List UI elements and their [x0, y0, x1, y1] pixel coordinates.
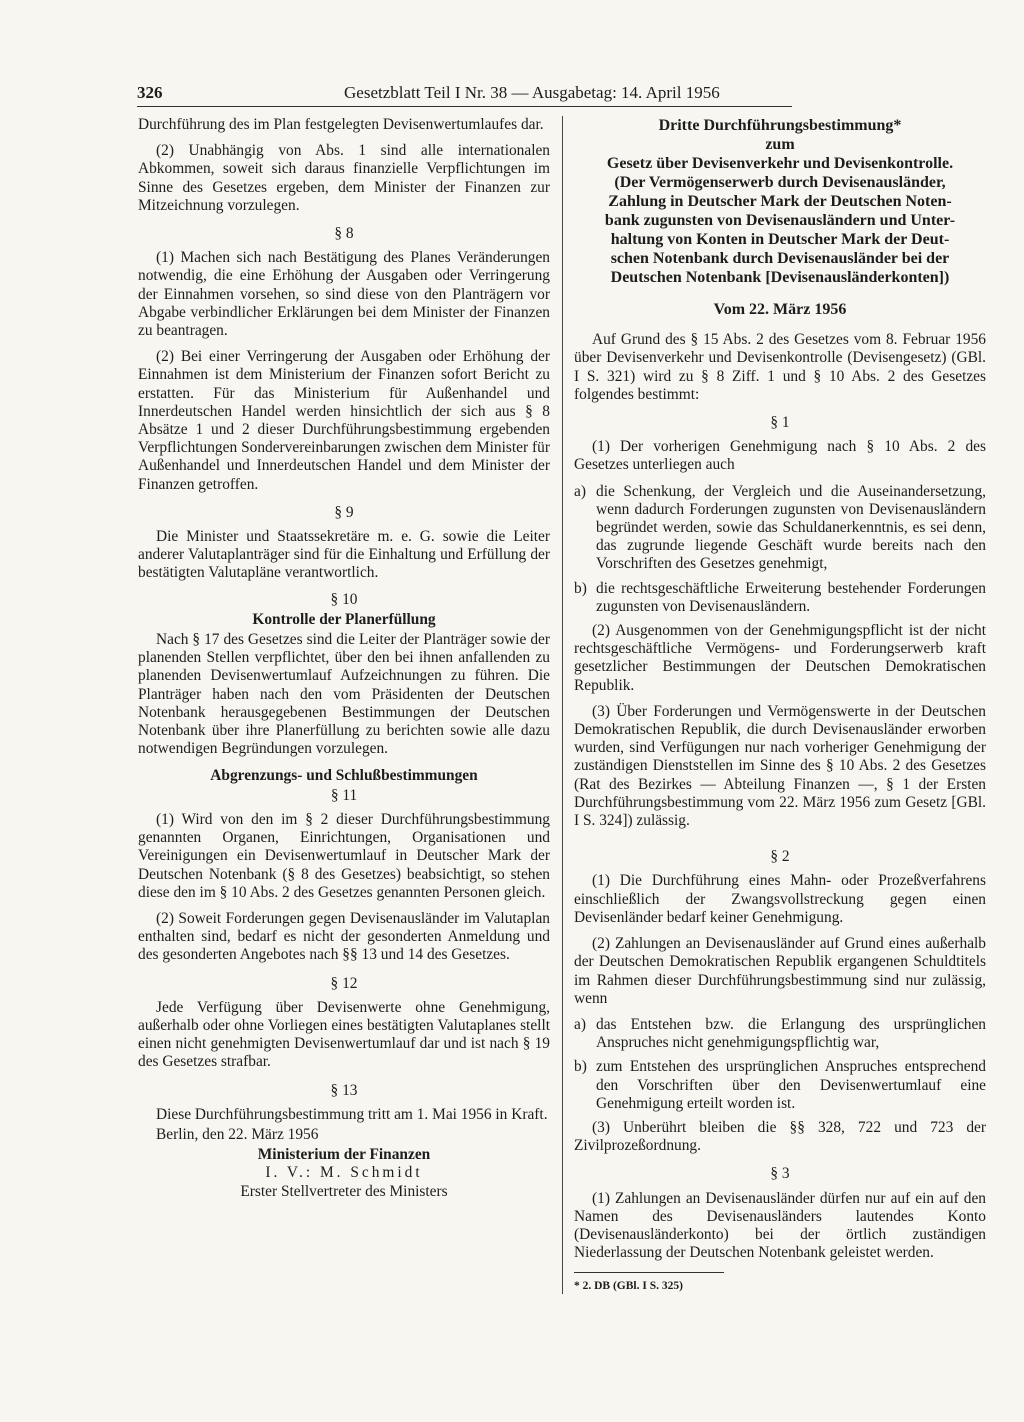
section-2-paragraph-3: (3) Unberührt bleiben die §§ 328, 722 und 723 der Zivilprozeßordnung. [574, 1118, 986, 1155]
item-label: a) [574, 1015, 586, 1033]
item-text: die Schenkung, der Vergleich und die Auseinandersetzung, wenn dadurch Forderungen zugunsten von Devisenausländern begründet werden, sowie das Schuldanerkenntnis, es sei denn, das zugrunde liegende Geschäft wurde bereits nach den Vorschriften des Gesetzes genehmigt, [596, 482, 986, 573]
title-line: schen Notenbank durch Devisenausländer bei der [610, 250, 950, 267]
section-12-heading: § 12 [330, 974, 358, 992]
section-1-item-b [574, 580, 986, 616]
section-10-paragraph: Nach § 17 des Gesetzes sind die Leiter der Planträger sowie der planenden Stellen verpflichtet, über den bei ihnen anfallenden zu planenden Devisenwertumlauf Aufzeichnungen zu führen. Die Planträger haben nach den vom Präsidenten der Deutschen Notenbank herausgegebenen Bestimmungen der Deutschen Notenbank über ihre Planerfüllung zu berichten sowie alle dazu notwendigen Begründungen vorzulegen. [138, 631, 550, 758]
section-1-paragraph-1: (1) Der vorherigen Genehmigung nach § 10 Abs. 2 des Gesetzes unterliegen auch [574, 438, 986, 474]
item-text: das Entstehen bzw. die Erlangung des ursprünglichen Anspruches nicht genehmigungspflichtig war, [596, 1015, 986, 1052]
item-label: a) [574, 482, 586, 500]
section-2-item-a [574, 1016, 986, 1052]
footnote: * 2. DB (GBl. I S. 325) [574, 1280, 683, 1293]
section-13-heading: § 13 [330, 1081, 358, 1099]
section-11-paragraph-2: (2) Soweit Forderungen gegen Devisenausländer im Valutaplan enthalten sind, bedarf es nicht der gesonderten Anmeldung und des gesonderten Angebotes nach §§ 13 und 14 des Gesetzes. [138, 909, 550, 964]
running-title: Gesetzblatt Teil I Nr. 38 — Ausgabetag: 14. April 1956 [344, 83, 720, 102]
page-header [137, 82, 792, 107]
section-11-heading: § 11 [330, 786, 358, 804]
title-line: bank zugunsten von Devisenausländern und Unter- [604, 212, 956, 229]
document-date: Vom 22. März 1956 [713, 301, 847, 318]
section-2-heading: § 2 [770, 848, 790, 866]
title-line: zum [765, 136, 795, 153]
title-line: haltung von Konten in Deutscher Mark der Deut- [610, 231, 950, 248]
section-2-paragraph-2: (2) Zahlungen an Devisenausländer auf Grund eines außerhalb der Deutschen Demokratischen Republik ergangenen Schuldtitels im Rahmen dieser Durchführungsbestimmung sind nur zulässig, wenn [574, 935, 986, 1007]
section-8-paragraph-2: (2) Bei einer Verringerung der Ausgaben oder Erhöhung der Einnahmen ist dem Ministerium der Finanzen sofort Bericht zu erstatten. Für das Ministerium für Außenhandel und Innerdeutschen Handel werden hinsichtlich der sich aus § 8 Absätze 1 und 2 dieser Durchführungsbestimmung ergebenden Verpflichtungen Sondervereinbarungen zwischen dem Minister für Außenhandel und Innerdeutschen Handel und dem Minister der Finanzen getroffen. [138, 348, 550, 493]
item-label: b) [574, 1058, 587, 1076]
section-10-title: Kontrolle der Planerfüllung [252, 610, 436, 628]
section-8-heading: § 8 [334, 225, 354, 243]
section-2-paragraph-1: (1) Die Durchführung eines Mahn- oder Prozeßverfahrens einschließlich der Zwangsvollstreckung gegen einen Devisenländer bedarf keiner Genehmigung. [574, 872, 986, 926]
paragraph-intro: Durchführung des im Plan festgelegten Devisenwertumlaufes dar. [138, 116, 544, 133]
paragraph-abs2: (2) Unabhängig von Abs. 1 sind alle internationalen Abkommen, soweit sich daraus finanzielle Verpflichtungen im Sinne des Gesetzes ergeben, dem Minister der Finanzen zur Mitzeichnung vorzulegen. [138, 142, 550, 214]
section-2-item-b [574, 1058, 986, 1113]
item-text: zum Entstehen des ursprünglichen Anspruches entsprechend den Vorschriften über den Devisenwertumlauf eine Genehmigung erteilt worden ist. [596, 1058, 986, 1112]
title-line: Deutschen Notenbank [Devisenausländerkonten]) [610, 269, 950, 286]
document-title [574, 116, 986, 287]
item-text: die rechtsgeschäftliche Erweiterung bestehender Forderungen zugunsten von Devisenausländern. [596, 579, 986, 615]
section-8-paragraph-1: (1) Machen sich nach Bestätigung des Planes Veränderungen notwendig, die eine Erhöhung der Ausgaben oder Verringerung der Einnahmen vorsehen, so sind diese von den Planträgern vor Abgabe verbindlicher Erklärungen bei dem Minister der Finanzen zu beantragen. [138, 249, 550, 340]
signatory-name: I. V.: M. Schmidt [265, 1164, 423, 1182]
section-1-item-a [574, 483, 986, 574]
preamble: Auf Grund des § 15 Abs. 2 des Gesetzes vom 8. Februar 1956 über Devisenverkehr und Devisenkontrolle (Devisengesetz) (GBl. I S. 321) wird zu § 8 Ziff. 1 und § 10 Abs. 2 des Gesetzes folgendes bestimmt: [574, 331, 986, 403]
section-group-title: Abgrenzungs- und Schlußbestimmungen [210, 766, 478, 784]
section-12-paragraph: Jede Verfügung über Devisenwerte ohne Genehmigung, außerhalb oder ohne Vorliegen eines bestätigten Valutaplanes stellt einen nicht genehmigten Devisenwertumlauf dar und ist nach § 19 des Gesetzes strafbar. [138, 998, 550, 1071]
column-divider [562, 116, 563, 1294]
section-11-paragraph-1: (1) Wird von den im § 2 dieser Durchführungsbestimmung genannten Organen, Einrichtungen, Organisationen und Vereinigungen ein Devisenwertumlauf in Deutscher Mark der Deutschen Notenbank (§ 8 des Gesetzes) beabsichtigt, so stehen diese den im § 10 Abs. 2 des Gesetzes genannten Personen gleich. [138, 810, 550, 901]
section-1-heading: § 1 [770, 414, 790, 432]
place-and-date: Berlin, den 22. März 1956 [156, 1125, 319, 1143]
section-1-paragraph-2: (2) Ausgenommen von der Genehmigungspflicht ist der nicht rechtsgeschäftliche Vermögens- und Forderungserwerb kraft gesetzlicher Bestimmungen der Deutschen Demokratischen Republik. [574, 622, 986, 694]
section-1-paragraph-3: (3) Über Forderungen und Vermögenswerte in der Deutschen Demokratischen Republik, die durch Devisenausländer erworben wurden, sind Verfügungen nur nach vorheriger Genehmigung der zuständigen Dienststellen im Sinne des § 10 Abs. 2 des Gesetzes (Rat des Bezirkes — Abteilung Finanzen —, § 1 der Ersten Durchführungsbestimmung vom 22. März 1956 zum Gesetz [GBl. I S. 324]) zulässig. [574, 702, 986, 830]
section-3-heading: § 3 [770, 1165, 790, 1183]
section-13-paragraph: Diese Durchführungsbestimmung tritt am 1. Mai 1956 in Kraft. [156, 1105, 548, 1123]
title-line: Dritte Durchführungsbestimmung* [658, 117, 902, 134]
title-line: (Der Vermögenserwerb durch Devisenausländer, [614, 174, 946, 191]
right-column [574, 116, 986, 1296]
title-line: Zahlung in Deutscher Mark der Deutschen Noten- [608, 193, 952, 210]
ministry-name: Ministerium der Finanzen [257, 1146, 431, 1164]
section-9-paragraph: Die Minister und Staatssekretäre m. e. G. sowie die Leiter anderer Valutaplanträger sind für die Einhaltung und Erfüllung der bestätigten Valutapläne verantwortlich. [138, 528, 550, 582]
footnote-divider [574, 1272, 724, 1273]
title-line: Gesetz über Devisenverkehr und Devisenkontrolle. [606, 155, 954, 172]
section-10-heading: § 10 [330, 590, 358, 608]
signatory-role: Erster Stellvertreter des Ministers [240, 1182, 448, 1200]
page-number: 326 [137, 83, 163, 102]
left-column [138, 116, 550, 1201]
item-label: b) [574, 579, 587, 597]
section-9-heading: § 9 [334, 503, 354, 521]
section-3-paragraph-1: (1) Zahlungen an Devisenausländer dürfen nur auf ein auf den Namen des Devisenausländers lautendes Konto (Devisenausländerkonto) bei der örtlich zuständigen Niederlassung der Deutschen Notenbank geleistet werden. [574, 1189, 986, 1262]
